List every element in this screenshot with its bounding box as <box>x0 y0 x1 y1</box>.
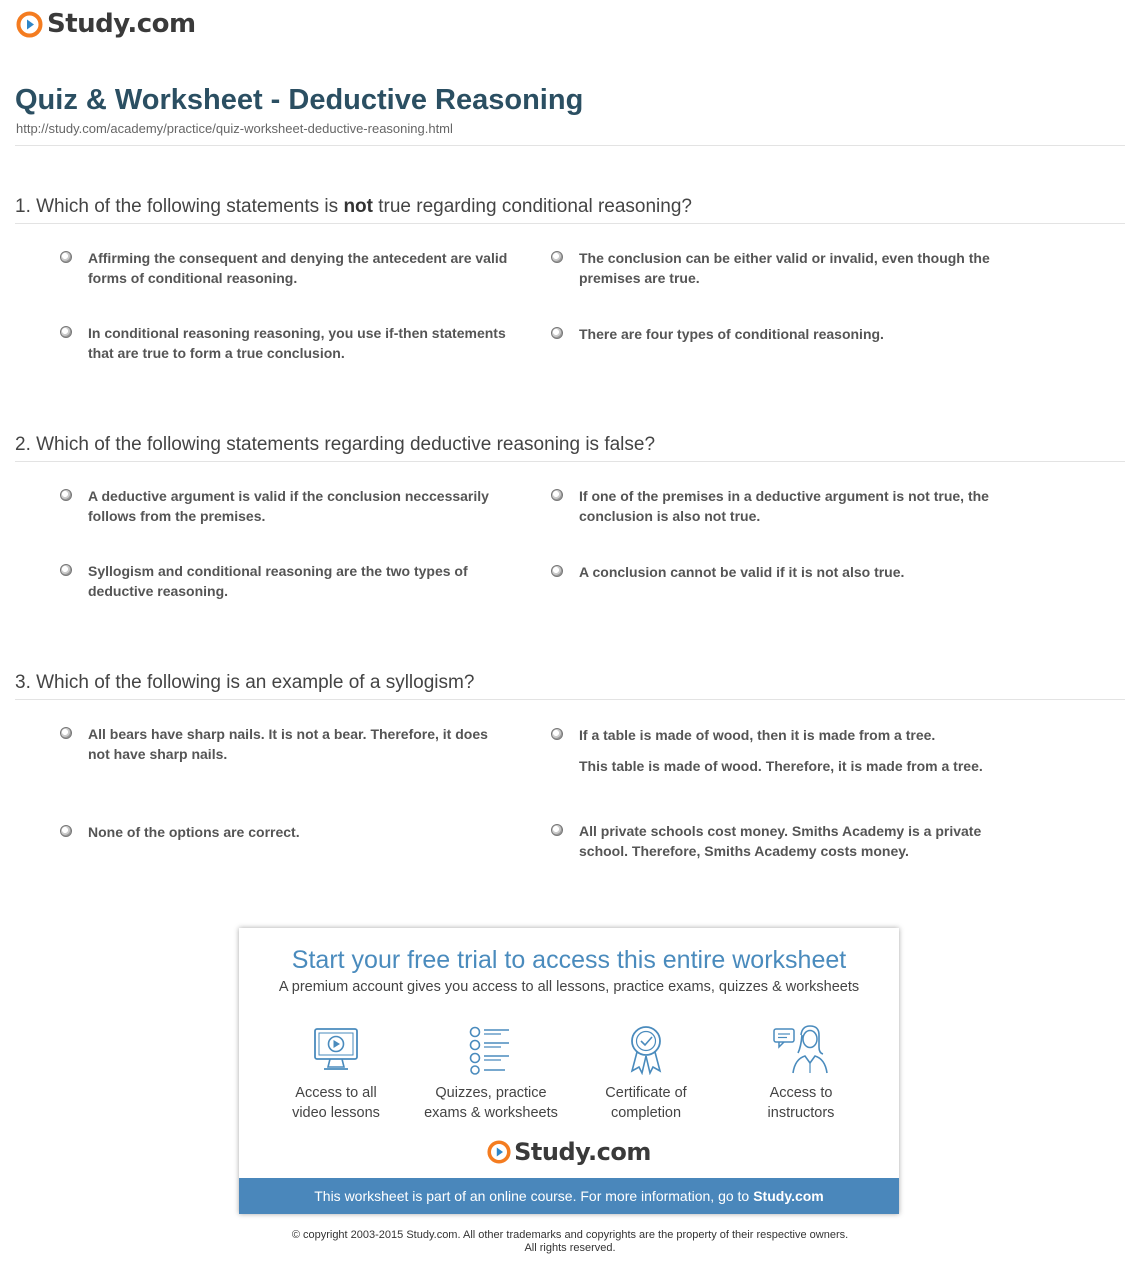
answer-option[interactable] <box>60 248 510 288</box>
answer-option[interactable] <box>60 323 510 363</box>
radio-button[interactable] <box>60 326 72 338</box>
feature-video-lessons <box>261 1023 411 1123</box>
divider <box>15 461 1125 462</box>
promo-subtitle: A premium account gives you access to all lessons, practice exams, quizzes & worksheets <box>278 979 860 995</box>
radio-button[interactable] <box>60 251 72 263</box>
answer-option[interactable] <box>60 724 510 764</box>
answer-option-text: All bears have sharp nails. It is not a bear. Therefore, it does not have sharp nails. <box>88 726 488 762</box>
feature-certificate <box>571 1023 721 1123</box>
question-1-title: 1. Which of the following statements is not true regarding conditional reasoning? <box>15 196 692 217</box>
answer-option[interactable] <box>60 486 510 526</box>
answer-option-text <box>579 725 983 776</box>
radio-button[interactable] <box>60 489 72 501</box>
play-logo-icon <box>16 11 43 38</box>
quiz-list-icon <box>465 1023 517 1075</box>
answer-option-text: A deductive argument is valid if the conclusion neccessarily follows from the premises. <box>88 488 489 524</box>
radio-button[interactable] <box>551 728 563 740</box>
page-url[interactable]: http://study.com/academy/practice/quiz-worksheet-deductive-reasoning.html <box>16 121 453 136</box>
answer-option[interactable] <box>60 561 510 601</box>
question-2-title: 2. Which of the following statements regarding deductive reasoning is false? <box>15 434 656 455</box>
divider <box>15 699 1125 700</box>
radio-button[interactable] <box>551 565 563 577</box>
radio-button[interactable] <box>60 727 72 739</box>
study-link[interactable]: Study.com <box>753 1188 824 1204</box>
feature-label: Access to instructors <box>767 1085 835 1121</box>
answer-option[interactable] <box>551 725 1001 776</box>
logo-text: Study.com <box>514 1138 651 1166</box>
video-lessons-icon <box>310 1023 362 1075</box>
divider <box>15 223 1125 224</box>
promo-footer-text: This worksheet is part of an online course. For more information, go to <box>314 1188 750 1204</box>
free-trial-promo[interactable] <box>239 928 899 1214</box>
feature-label: Certificate of completion <box>605 1085 687 1121</box>
logo-text: Study.com <box>47 9 196 39</box>
page-title: Quiz & Worksheet - Deductive Reasoning <box>15 84 584 116</box>
answer-option[interactable] <box>551 821 1001 861</box>
study-logo[interactable] <box>16 9 196 39</box>
answer-line: If a table is made of wood, then it is made from a tree. <box>579 727 936 743</box>
feature-label: Quizzes, practice exams & worksheets <box>424 1085 558 1121</box>
radio-button[interactable] <box>60 564 72 576</box>
feature-label: Access to all video lessons <box>292 1085 380 1121</box>
answer-option-text: Syllogism and conditional reasoning are the two types of deductive reasoning. <box>88 563 468 599</box>
promo-title[interactable]: Start your free trial to access this entire worksheet <box>291 946 847 974</box>
instructor-icon <box>771 1023 831 1075</box>
answer-option[interactable] <box>551 486 1001 526</box>
promo-logo[interactable] <box>239 1138 899 1166</box>
copyright-line: © copyright 2003-2015 Study.com. All other trademarks and copyrights are the property of their respective owners. <box>291 1229 849 1241</box>
play-logo-icon <box>487 1140 511 1164</box>
answer-option-text: Affirming the consequent and denying the antecedent are valid forms of conditional reasoning. <box>88 250 508 286</box>
copyright <box>0 1229 1140 1255</box>
answer-option[interactable] <box>551 562 1001 582</box>
radio-button[interactable] <box>551 489 563 501</box>
divider <box>15 145 1125 146</box>
question-3-title: 3. Which of the following is an example of a syllogism? <box>15 672 475 693</box>
copyright-line: All rights reserved. <box>524 1242 616 1254</box>
answer-option-text: In conditional reasoning reasoning, you use if-then statements that are true to form a true conclusion. <box>88 325 506 361</box>
answer-option-text: All private schools cost money. Smiths Academy is a private school. Therefore, Smiths Academy costs money. <box>579 823 982 859</box>
answer-option[interactable] <box>60 822 510 842</box>
answer-option[interactable] <box>551 248 1001 288</box>
answer-option-text: The conclusion can be either valid or invalid, even though the premises are true. <box>579 250 990 286</box>
feature-instructors <box>726 1023 876 1123</box>
answer-line: This table is made of wood. Therefore, it is made from a tree. <box>579 758 983 774</box>
answer-option[interactable] <box>551 324 1001 344</box>
promo-footer-bar <box>239 1178 899 1214</box>
answer-option-text: None of the options are correct. <box>88 824 300 840</box>
radio-button[interactable] <box>551 327 563 339</box>
radio-button[interactable] <box>551 824 563 836</box>
answer-option-text: If one of the premises in a deductive argument is not true, the conclusion is also not true. <box>579 488 989 524</box>
radio-button[interactable] <box>60 825 72 837</box>
answer-option-text: A conclusion cannot be valid if it is not also true. <box>579 564 905 580</box>
feature-quizzes <box>416 1023 566 1123</box>
radio-button[interactable] <box>551 251 563 263</box>
answer-option-text: There are four types of conditional reasoning. <box>579 326 884 342</box>
certificate-icon <box>620 1023 672 1075</box>
